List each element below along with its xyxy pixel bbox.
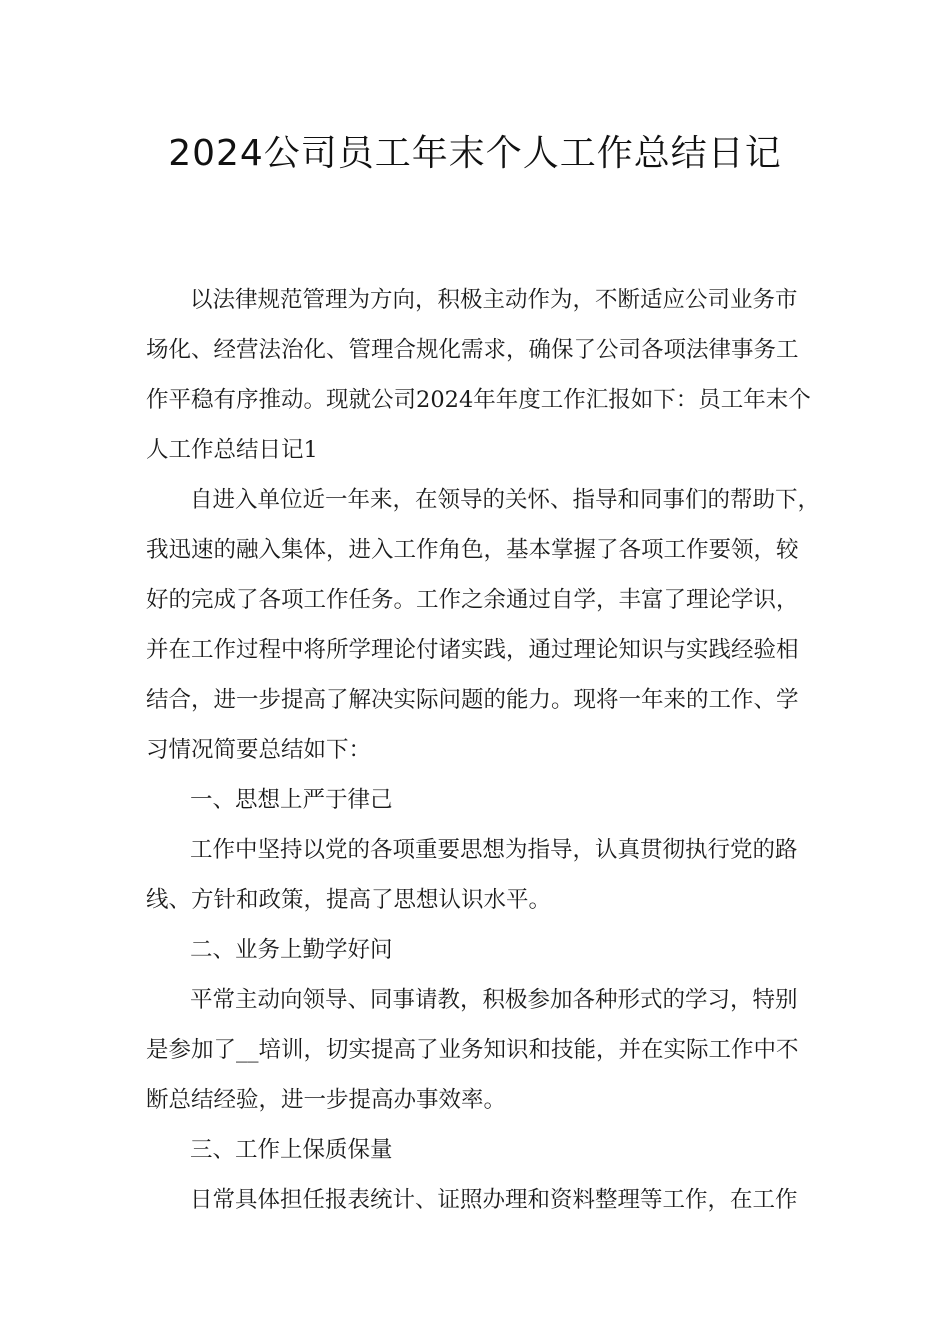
paragraph-line: 我迅速的融入集体，进入工作角色，基本掌握了各项工作要领，较 bbox=[146, 537, 799, 563]
paragraph-line: 自进入单位近一年来，在领导的关怀、指导和同事们的帮助下， bbox=[190, 487, 821, 513]
paragraph-line: 日常具体担任报表统计、证照办理和资料整理等工作，在工作 bbox=[190, 1187, 798, 1213]
paragraph-line: 作平稳有序推动。现就公司2024年年度工作汇报如下：员工年末个 bbox=[146, 387, 811, 413]
paragraph-line: 断总结经验，进一步提高办事效率。 bbox=[146, 1087, 507, 1113]
section-heading: 二、业务上勤学好问 bbox=[190, 937, 393, 963]
section-heading: 一、思想上严于律己 bbox=[190, 787, 393, 813]
paragraph-line: 以法律规范管理为方向，积极主动作为，不断适应公司业务市 bbox=[190, 287, 798, 313]
paragraph-line: 工作中坚持以党的各项重要思想为指导，认真贯彻执行党的路 bbox=[190, 837, 798, 863]
document-title: 2024公司员工年末个人工作总结日记 bbox=[168, 133, 782, 174]
paragraph-line: 结合，进一步提高了解决实际问题的能力。现将一年来的工作、学 bbox=[146, 687, 799, 713]
paragraph-line: 平常主动向领导、同事请教，积极参加各种形式的学习，特别 bbox=[190, 987, 798, 1013]
paragraph-line: 人工作总结日记1 bbox=[146, 437, 318, 463]
paragraph-line: 是参加了__培训，切实提高了业务知识和技能，并在实际工作中不 bbox=[146, 1037, 799, 1063]
paragraph-line: 并在工作过程中将所学理论付诸实践，通过理论知识与实践经验相 bbox=[146, 637, 799, 663]
paragraph-line: 好的完成了各项工作任务。工作之余通过自学，丰富了理论学识， bbox=[146, 587, 799, 613]
section-heading: 三、工作上保质保量 bbox=[190, 1137, 393, 1163]
paragraph-line: 线、方针和政策，提高了思想认识水平。 bbox=[146, 887, 552, 913]
paragraph-line: 场化、经营法治化、管理合规化需求，确保了公司各项法律事务工 bbox=[146, 337, 799, 363]
paragraph-line: 习情况简要总结如下： bbox=[146, 737, 372, 763]
